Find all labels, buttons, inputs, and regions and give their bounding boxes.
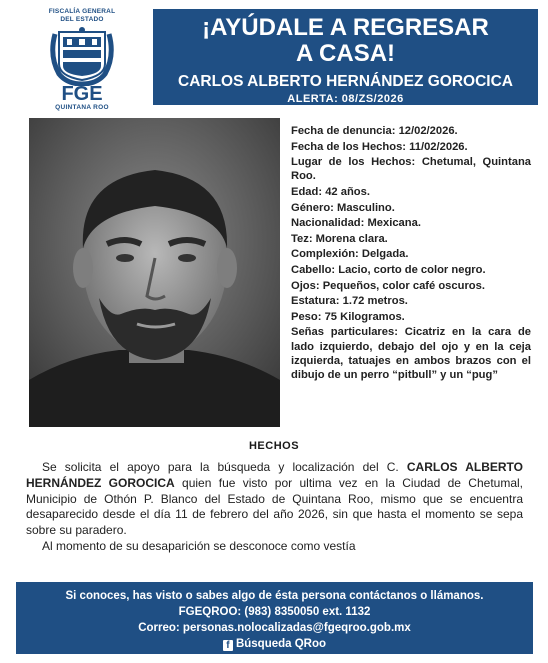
hechos-person-name: CARLOS ALBERTO HERNÁNDEZ GOROCICA: [26, 460, 523, 490]
hechos-paragraph: [26, 460, 523, 539]
missing-person-name: CARLOS ALBERTO HERNÁNDEZ GOROCICA: [178, 73, 513, 90]
hechos-heading: HECHOS: [248, 440, 300, 452]
hechos-body: [26, 460, 523, 555]
detail-value: Delgada.: [361, 248, 409, 261]
fge-logo: [22, 8, 142, 116]
detail-value: Masculino.: [337, 201, 395, 214]
detail-label: Cabello:: [291, 263, 336, 276]
missing-person-photo: [29, 118, 280, 427]
detail-row: [291, 325, 531, 382]
detail-label: Estatura:: [291, 295, 340, 308]
detail-label: Tez:: [291, 232, 313, 245]
detail-label: Fecha de denuncia:: [291, 125, 396, 137]
detail-value: Pequeños, color café oscuros.: [322, 279, 485, 292]
detail-label: Peso:: [291, 310, 322, 323]
banner-title-line2: A CASA!: [295, 40, 396, 67]
detail-row: [291, 185, 531, 199]
contact-prompt: Si conoces, has visto o sabes algo de ésta persona contáctanos o llámanos.: [65, 590, 484, 602]
alert-number: ALERTA: 08/ZS/2026: [287, 93, 404, 105]
facebook-icon: f: [223, 640, 233, 651]
detail-label: Fecha de los Hechos:: [291, 140, 407, 153]
hechos-text-post: quien fue visto por ultima vez en la Ciudad de Chetumal, Municipio de Othón P. Blanco del Estado de Quintana Roo, mismo que se encuentra desaparecido desde el día 11 de febrero del año 2026, sin que hasta el momento se sepa sobre su paradero.: [26, 475, 524, 538]
contact-email[interactable]: Correo: personas.nolocalizadas@fgeqroo.gob.mx: [138, 622, 411, 634]
detail-row: [291, 140, 531, 154]
detail-value: Chetumal, Quintana Roo.: [291, 156, 532, 183]
detail-value: 42 años.: [325, 185, 370, 198]
detail-row: [291, 310, 531, 324]
detail-value: 1.72 metros.: [342, 295, 408, 308]
detail-value: Mexicana.: [367, 217, 421, 230]
banner-title: [153, 15, 538, 67]
hechos-clothing-note: Al momento de su desaparición se desconoce como vestía: [42, 538, 356, 553]
detail-row: [291, 263, 531, 277]
logo-state: QUINTANA ROO: [55, 104, 109, 111]
contact-footer: [16, 582, 533, 654]
detail-value: Cicatriz en la cara de lado izquierdo, debajo del ojo y en la ceja izquierda, tatuajes en ambos brazos con el dibujo de un perro “pitbull” y un “pug”: [291, 326, 531, 381]
detail-row: [291, 124, 531, 138]
facebook-page-link[interactable]: [16, 636, 533, 652]
detail-label: Señas particulares:: [291, 326, 398, 339]
contact-phone[interactable]: FGEQROO: (983) 8350050 ext. 1132: [178, 606, 371, 618]
detail-label: Complexión:: [291, 248, 359, 261]
detail-row: [291, 294, 531, 308]
header-banner: [153, 9, 538, 105]
detail-row: [291, 279, 531, 293]
detail-value: 11/02/2026.: [409, 140, 468, 153]
detail-label: Ojos:: [291, 279, 320, 292]
detail-value: 75 Kilogramos.: [324, 310, 405, 323]
detail-label: Lugar de los Hechos:: [291, 156, 416, 169]
detail-row: [291, 247, 531, 261]
logo-agency-name: FISCALÍA GENERAL DEL ESTADO: [48, 8, 116, 23]
detail-row: [291, 232, 531, 246]
person-details: [291, 124, 531, 384]
facebook-page-label: Búsqueda QRoo: [235, 638, 327, 650]
banner-title-line1: ¡AYÚDALE A REGRESAR: [202, 14, 489, 41]
detail-label: Género:: [291, 201, 334, 214]
detail-label: Nacionalidad:: [291, 217, 365, 230]
detail-value: Lacio, corto de color negro.: [338, 263, 486, 276]
logo-acronym: FGE: [61, 83, 103, 105]
state-seal-icon: [45, 26, 119, 86]
detail-label: Edad:: [291, 185, 323, 198]
detail-row: [291, 216, 531, 230]
detail-value: Morena clara.: [315, 232, 388, 245]
hechos-text-pre: Se solicita el apoyo para la búsqueda y localización del C.: [42, 460, 407, 474]
detail-row: [291, 155, 531, 183]
detail-value: 12/02/2026.: [398, 125, 458, 137]
detail-row: [291, 201, 531, 215]
